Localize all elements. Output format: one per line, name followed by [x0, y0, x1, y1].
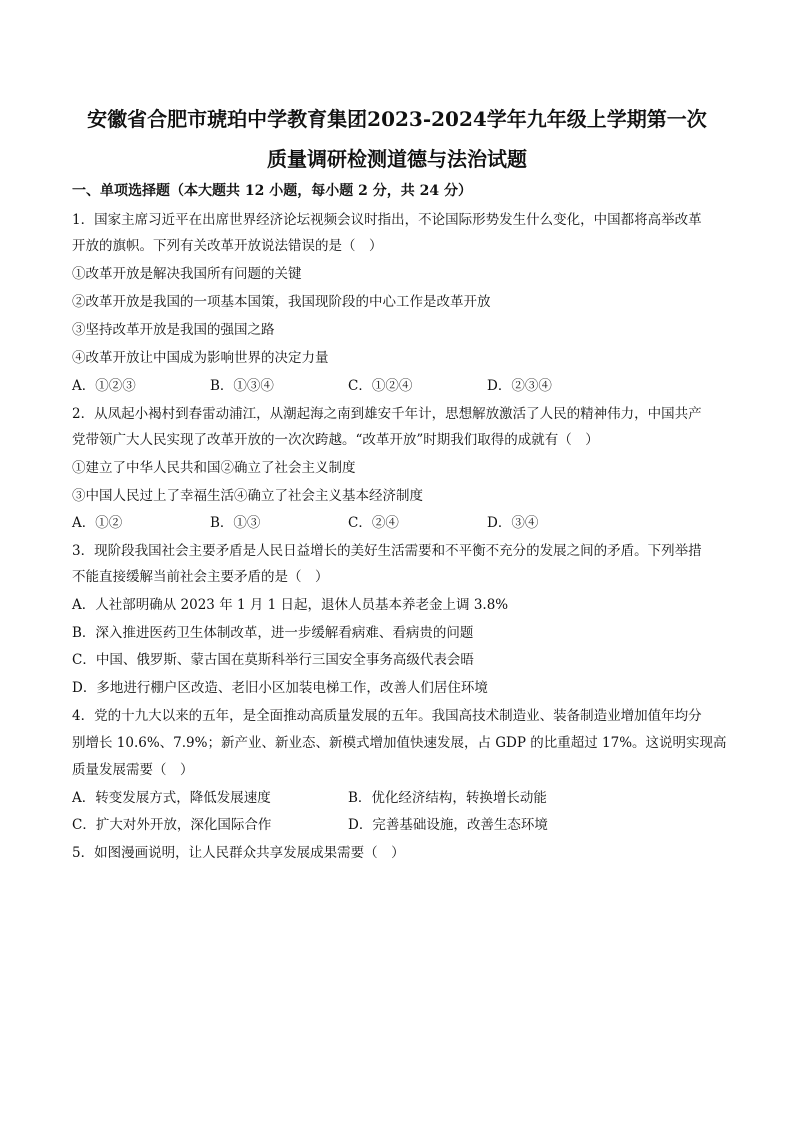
q4-stem-line3: 质量发展需要（ ）	[72, 762, 194, 778]
q3-option-b: B．深入推进医药卫生体制改革，进一步缓解看病难、看病贵的问题	[72, 625, 474, 641]
q2-option-b: B．①③	[210, 515, 261, 531]
q1-item-2: ②改革开放是我国的一项基本国策，我国现阶段的中心工作是改革开放	[72, 294, 491, 310]
q5-stem-line1: 5．如图漫画说明，让人民群众共享发展成果需要（ ）	[72, 845, 405, 861]
q2-item-2: ③中国人民过上了幸福生活④确立了社会主义基本经济制度	[72, 488, 423, 504]
q2-option-c: C．②④	[348, 515, 399, 531]
q4-stem-line2: 别增长 10.6%、7.9%；新产业、新业态、新模式增加值快速发展，占 GDP 的比重超过 17%。这说明实现高	[72, 735, 727, 751]
q1-option-b: B．①③④	[210, 378, 274, 394]
exam-title-line2: 质量调研检测道德与法治试题	[267, 147, 527, 171]
q1-stem-line1: 1．国家主席习近平在出席世界经济论坛视频会议时指出，不论国际形势发生什么变化，中国都将高举改革	[72, 212, 702, 228]
q1-item-1: ①改革开放是解决我国所有问题的关键	[72, 266, 302, 282]
q4-option-a: A．转变发展方式，降低发展速度	[72, 790, 271, 806]
q4-option-c: C．扩大对外开放，深化国际合作	[72, 817, 272, 833]
q1-option-a: A．①②③	[72, 378, 136, 394]
q1-item-4: ④改革开放让中国成为影响世界的决定力量	[72, 350, 329, 366]
q2-stem-line1: 2．从凤起小褐村到春雷动浦江，从潮起海之南到雄安千年计，思想解放激活了人民的精神伟力，中国共产	[72, 406, 702, 422]
q2-option-d: D．③④	[487, 515, 539, 531]
exam-title-line1: 安徽省合肥市琥珀中学教育集团2023-2024学年九年级上学期第一次	[87, 107, 707, 131]
q2-stem-line2: 党带领广大人民实现了改革开放的一次次跨越。“改革开放”时期我们取得的成就有（ ）	[72, 432, 599, 448]
q4-option-b: B．优化经济结构，转换增长动能	[348, 790, 547, 806]
q2-item-1: ①建立了中华人民共和国②确立了社会主义制度	[72, 460, 356, 476]
q3-option-c: C．中国、俄罗斯、蒙古国在莫斯科举行三国安全事务高级代表会晤	[72, 652, 474, 668]
q1-option-c: C．①②④	[348, 378, 413, 394]
q4-stem-line1: 4．党的十九大以来的五年，是全面推动高质量发展的五年。我国高技术制造业、装备制造业增加值年均分	[72, 708, 702, 724]
q2-option-a: A．①②	[72, 515, 123, 531]
q1-item-3: ③坚持改革开放是我国的强国之路	[72, 322, 275, 338]
section-heading: 一、单项选择题（本大题共 12 小题，每小题 2 分，共 24 分）	[72, 183, 472, 199]
q3-stem-line1: 3．现阶段我国社会主要矛盾是人民日益增长的美好生活需要和不平衡不充分的发展之间的矛盾。下列举措	[72, 543, 702, 559]
q1-stem-line2: 开放的旗帜。下列有关改革开放说法错误的是（ ）	[72, 238, 383, 254]
q3-option-a: A．人社部明确从 2023 年 1 月 1 日起，退休人员基本养老金上调 3.8%	[72, 597, 509, 613]
q4-option-d: D．完善基础设施，改善生态环境	[348, 817, 548, 833]
q1-option-d: D．②③④	[487, 378, 552, 394]
q3-stem-line2: 不能直接缓解当前社会主要矛盾的是（ ）	[72, 569, 329, 585]
q3-option-d: D．多地进行棚户区改造、老旧小区加装电梯工作，改善人们居住环境	[72, 680, 488, 696]
